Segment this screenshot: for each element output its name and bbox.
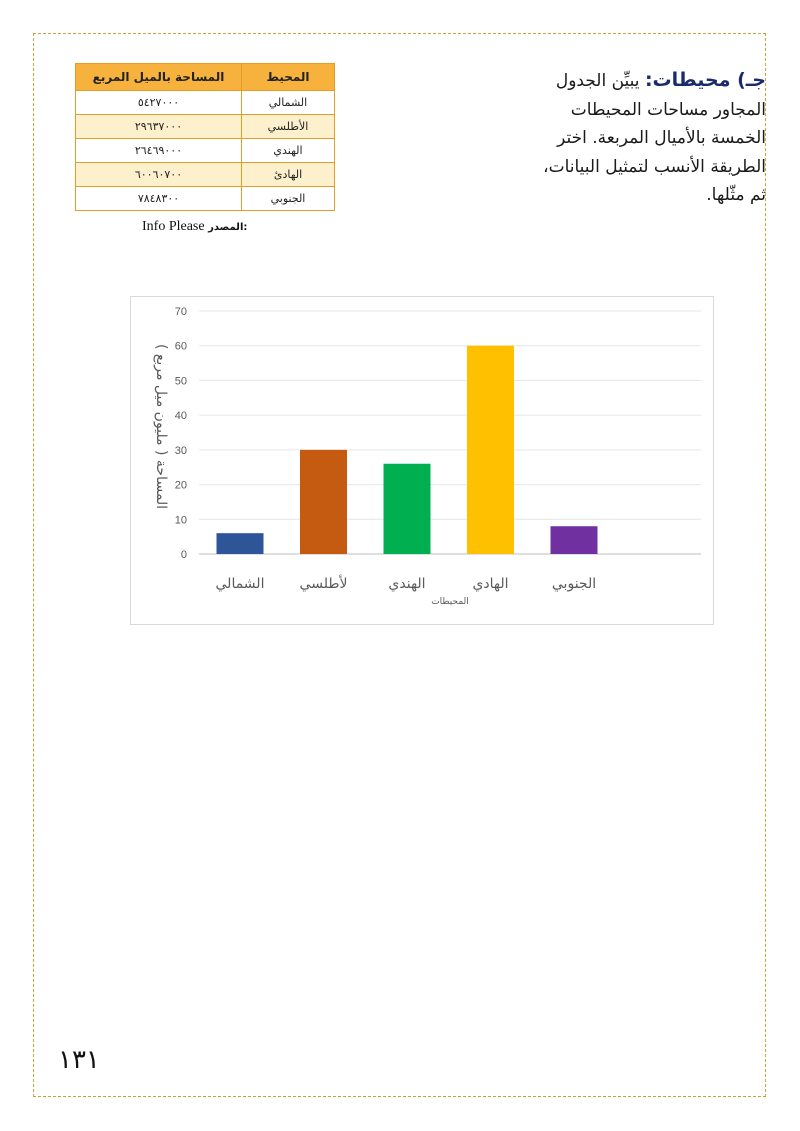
table-cell-ocean: الهندي: [242, 139, 335, 163]
table-cell-ocean: الأطلسي: [242, 115, 335, 139]
bar: [217, 533, 264, 554]
question-line-5: ثم مثّلها.: [706, 185, 766, 205]
y-tick-label: 0: [180, 549, 187, 561]
question-line-1: يبيِّن الجدول: [555, 71, 640, 91]
ocean-area-table: [75, 63, 335, 211]
table-row: [76, 187, 335, 211]
question-tag: جـ) محيطات:: [644, 69, 766, 91]
table-cell-ocean: الهادئ: [242, 163, 335, 187]
question-line-3: الخمسة بالأميال المربعة. اختر: [557, 128, 766, 148]
bar-chart: [130, 296, 714, 625]
bar-chart-svg: [131, 297, 715, 626]
y-tick-label: 10: [174, 514, 187, 527]
table-row: [76, 163, 335, 187]
table-cell-area: ٢٩٦٣٧٠٠٠: [76, 115, 242, 139]
x-category-label: لأطلسي: [299, 576, 348, 592]
table-row: [76, 91, 335, 115]
table-cell-area: ٦٠٠٦٠٧٠٠: [76, 163, 242, 187]
header-ocean: المحيط: [242, 64, 335, 91]
table-cell-area: ٥٤٢٧٠٠٠: [76, 91, 242, 115]
y-tick-label: 30: [174, 444, 187, 457]
table-header-row: [76, 64, 335, 91]
y-axis-title: المساحة ( مليون ميل مربع ): [153, 343, 169, 510]
table-source: [142, 219, 247, 235]
source-value: Info Please: [142, 219, 205, 234]
y-tick-label: 60: [174, 340, 187, 353]
table-row: [76, 115, 335, 139]
table-cell-ocean: الشمالي: [242, 91, 335, 115]
y-tick-label: 20: [174, 479, 187, 492]
question-line-4: الطريقة الأنسب لتمثيل البيانات،: [543, 156, 766, 177]
x-category-label: الشمالي: [215, 576, 265, 592]
y-tick-label: 70: [174, 306, 187, 318]
table-cell-area: ٢٦٤٦٩٠٠٠: [76, 139, 242, 163]
x-category-label: الجنوبي: [551, 576, 597, 592]
x-category-label: الهادي: [472, 576, 509, 592]
table-cell-area: ٧٨٤٨٣٠٠: [76, 187, 242, 211]
y-tick-label: 50: [174, 375, 187, 388]
question-text: [450, 66, 766, 210]
table-row: [76, 139, 335, 163]
x-category-label: الهندي: [388, 576, 426, 592]
bar: [384, 464, 431, 554]
bar: [467, 346, 514, 554]
page-number: ١٣١: [58, 1045, 100, 1075]
header-area: المساحة بالميل المربع: [76, 64, 242, 91]
bar: [551, 526, 598, 554]
source-label: المصدر:: [208, 222, 248, 233]
question-line-2: المجاور مساحات المحيطات: [570, 99, 766, 120]
y-tick-label: 40: [174, 410, 187, 423]
table-cell-ocean: الجنوبي: [242, 187, 335, 211]
bar: [300, 450, 347, 554]
x-axis-title: المحيطات: [431, 597, 469, 607]
